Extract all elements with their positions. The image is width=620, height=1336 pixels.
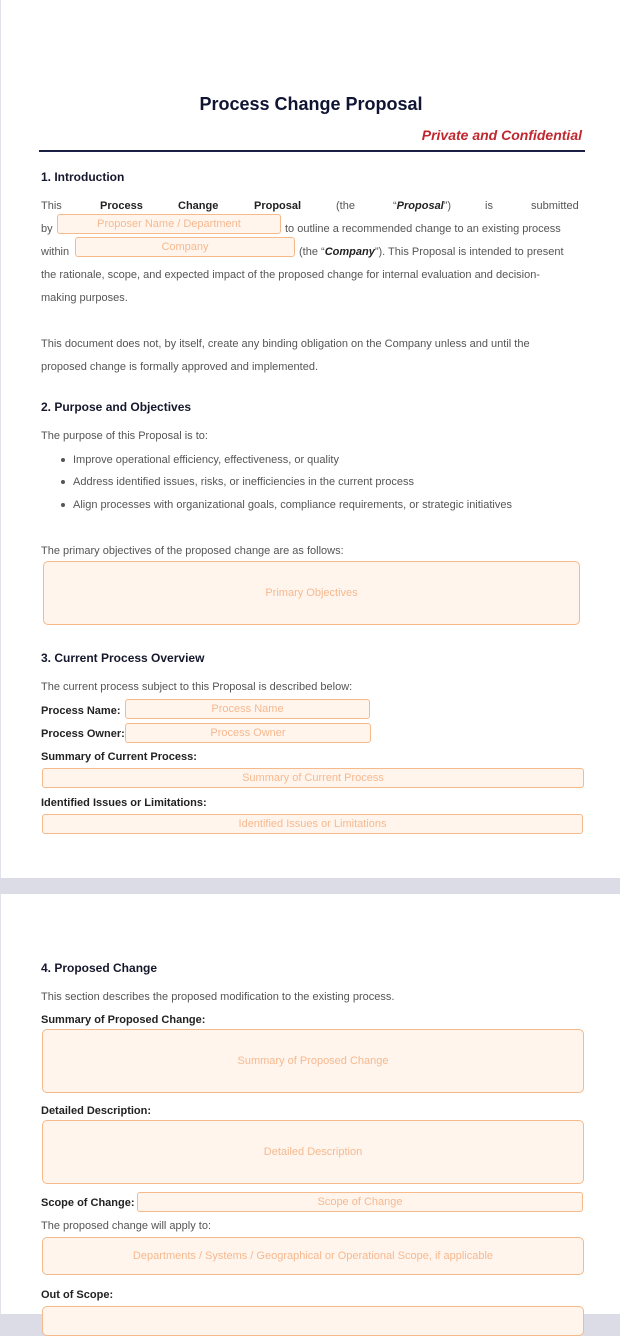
primary-objectives-field[interactable]: Primary Objectives bbox=[43, 561, 580, 625]
disclaimer-line-2: proposed change is formally approved and implemented. bbox=[41, 361, 318, 373]
process-name-label: Process Name: bbox=[41, 705, 121, 717]
purpose-bullet: Address identified issues, risks, or inefficiencies in the current process bbox=[61, 476, 414, 488]
intro-word-by: by bbox=[41, 223, 53, 235]
section-1-heading: 1. Introduction bbox=[41, 170, 125, 184]
intro-word-is: is bbox=[485, 200, 493, 212]
document-title: Process Change Proposal bbox=[199, 94, 423, 114]
section-4-heading: 4. Proposed Change bbox=[41, 961, 158, 975]
proposer-name-field[interactable]: Proposer Name / Department bbox=[57, 214, 281, 234]
issues-field[interactable]: Identified Issues or Limitations bbox=[42, 814, 583, 834]
proposed-summary-label: Summary of Proposed Change: bbox=[41, 1014, 206, 1026]
current-process-intro: The current process subject to this Proposal is described below: bbox=[41, 681, 353, 693]
out-of-scope-field[interactable] bbox=[42, 1306, 584, 1336]
intro-word-submitted: submitted bbox=[531, 200, 579, 212]
disclaimer-line-1: This document does not, by itself, create any binding obligation on the Company unless and until the bbox=[41, 338, 530, 350]
issues-label: Identified Issues or Limitations: bbox=[41, 797, 207, 809]
purpose-bullet: Improve operational efficiency, effectiveness, or quality bbox=[61, 454, 339, 466]
intro-line-2-rest: to outline a recommended change to an existing process bbox=[285, 223, 561, 235]
current-summary-label: Summary of Current Process: bbox=[41, 751, 197, 763]
bullet-dot-icon bbox=[61, 480, 65, 484]
intro-word-process: Process bbox=[100, 200, 143, 212]
document-page-2 bbox=[0, 894, 620, 1314]
intro-line-4: the rationale, scope, and expected impact of the proposed change for internal evaluation and decision- bbox=[41, 269, 540, 281]
apply-to-field[interactable]: Departments / Systems / Geographical or Operational Scope, if applicable bbox=[42, 1237, 584, 1275]
purpose-intro: The purpose of this Proposal is to: bbox=[41, 430, 208, 442]
confidential-label: Private and Confidential bbox=[421, 127, 582, 143]
intro-word-this: This bbox=[41, 200, 62, 212]
company-field[interactable]: Company bbox=[75, 237, 295, 257]
section-2-heading: 2. Purpose and Objectives bbox=[41, 400, 192, 414]
current-summary-field[interactable]: Summary of Current Process bbox=[42, 768, 584, 788]
intro-word-the: (the bbox=[336, 200, 355, 212]
intro-word-proposal: Proposal bbox=[254, 200, 302, 212]
purpose-bullet: Align processes with organizational goals, compliance requirements, or strategic initiatives bbox=[61, 499, 512, 511]
detailed-description-label: Detailed Description: bbox=[41, 1105, 152, 1117]
title-divider bbox=[39, 150, 585, 152]
intro-word-change: Change bbox=[178, 200, 219, 212]
scope-field[interactable]: Scope of Change bbox=[137, 1192, 583, 1212]
detailed-description-field[interactable]: Detailed Description bbox=[42, 1120, 584, 1184]
out-of-scope-label: Out of Scope: bbox=[41, 1289, 114, 1301]
bullet-dot-icon bbox=[61, 458, 65, 462]
process-owner-field[interactable]: Process Owner bbox=[125, 723, 371, 743]
intro-proposal-term: “Proposal”) bbox=[393, 200, 452, 212]
intro-line-5: making purposes. bbox=[41, 292, 128, 304]
apply-to-text: The proposed change will apply to: bbox=[41, 1220, 211, 1232]
process-owner-label: Process Owner: bbox=[41, 728, 125, 740]
intro-word-within: within bbox=[41, 246, 70, 258]
bullet-dot-icon bbox=[61, 503, 65, 507]
objectives-intro: The primary objectives of the proposed change are as follows: bbox=[41, 545, 344, 557]
proposed-change-intro: This section describes the proposed modification to the existing process. bbox=[41, 991, 395, 1003]
proposed-summary-field[interactable]: Summary of Proposed Change bbox=[42, 1029, 584, 1093]
section-3-heading: 3. Current Process Overview bbox=[41, 651, 205, 665]
scope-label: Scope of Change: bbox=[41, 1197, 135, 1209]
process-name-field[interactable]: Process Name bbox=[125, 699, 370, 719]
intro-company-term: (the “Company”). This Proposal is intended to present bbox=[299, 246, 564, 258]
